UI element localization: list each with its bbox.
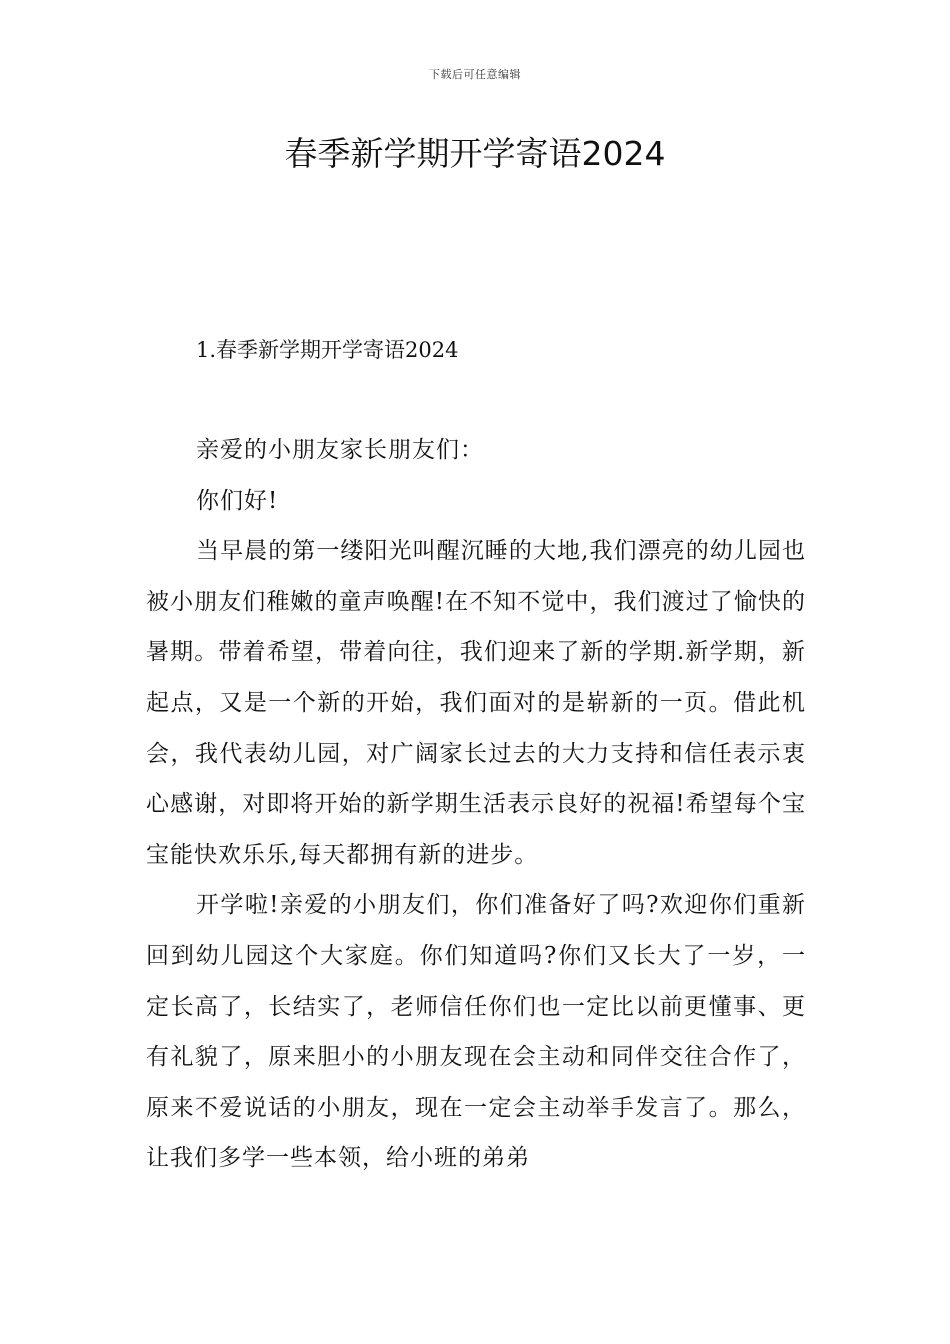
header-note: 下载后可任意编辑	[429, 68, 521, 81]
body-text	[146, 425, 806, 1184]
section-heading: 1.春季新学期开学寄语2024	[196, 338, 459, 362]
document-title: 春季新学期开学寄语2024	[284, 134, 666, 173]
salutation-paragraph: 亲爱的小朋友家长朋友们：	[196, 437, 484, 463]
body-paragraph: 当早晨的第一缕阳光叫醒沉睡的大地,我们漂亮的幼儿园也被小朋友们稚嫩的童声唤醒!在不知不觉中，我们渡过了愉快的暑期。带着希望，带着向往，我们迎来了新的学期.新学期，新起点，又是一个新的开始，我们面对的是崭新的一页。借此机会，我代表幼儿园，对广阔家长过去的大力支持和信任表示衷心感谢，对即将开始的新学期生活表示良好的祝福!希望每个宝宝能快欢乐乐,每天都拥有新的进步。	[146, 538, 806, 868]
body-paragraph: 开学啦!亲爱的小朋友们，你们准备好了吗?欢迎你们重新回到幼儿园这个大家庭。你们知道吗?你们又长大了一岁，一定长高了，长结实了，老师信任你们也一定比以前更懂事、更有礼貌了，原来胆小的小朋友现在会主动和同伴交往合作了，原来不爱说话的小朋友，现在一定会主动举手发言了。那么，让我们多学一些本领，给小班的弟弟	[146, 892, 806, 1172]
greeting-paragraph: 你们好!	[196, 487, 279, 514]
